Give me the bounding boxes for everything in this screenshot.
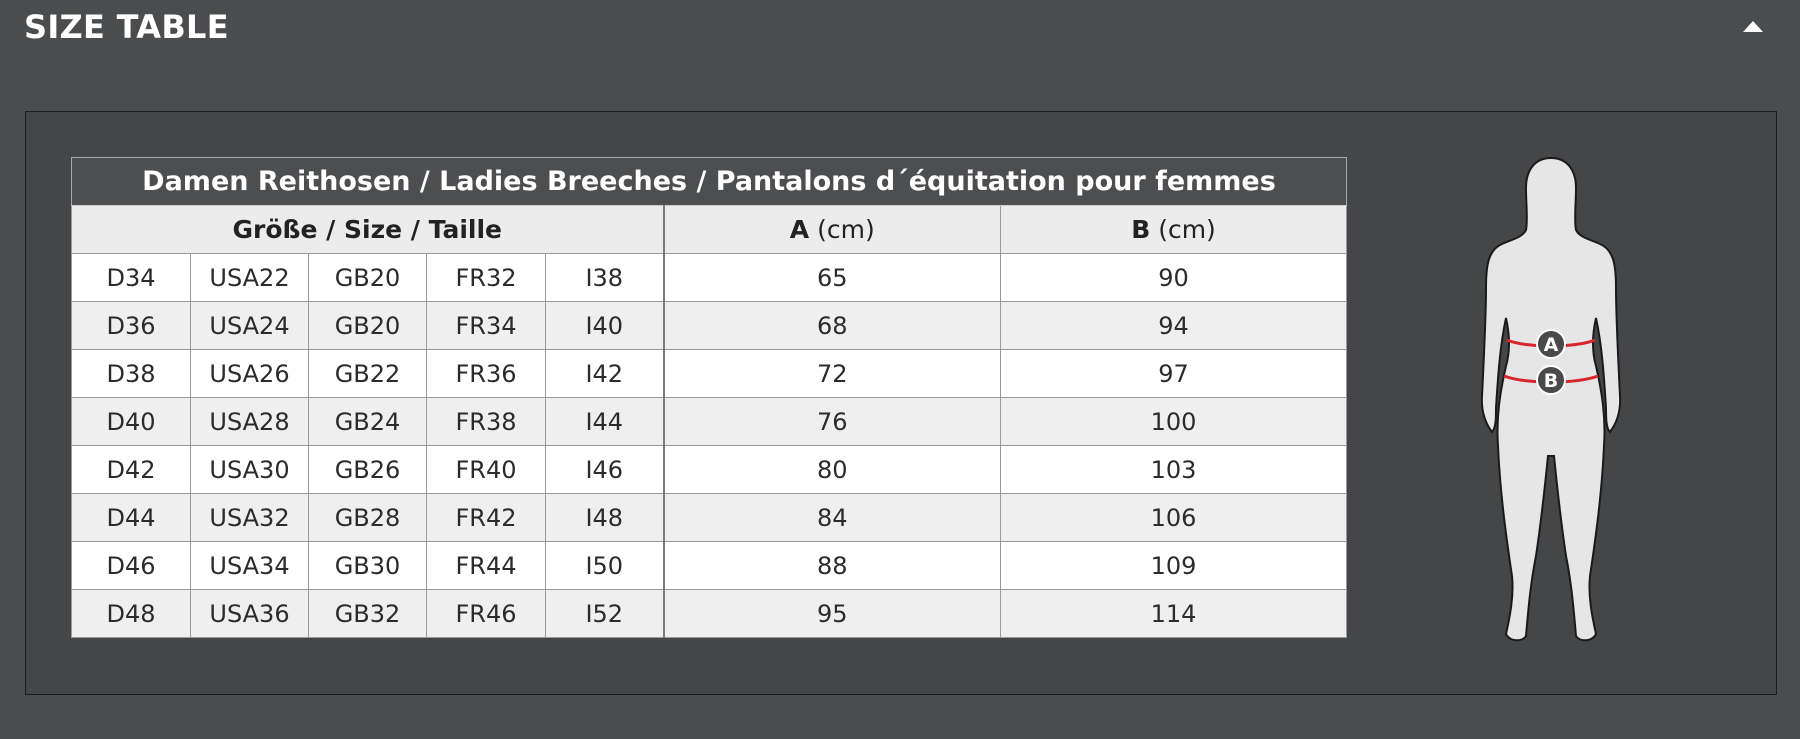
cell-fr-size: FR46 xyxy=(427,590,546,638)
cell-a-cm: 76 xyxy=(664,398,1001,446)
cell-b-cm: 97 xyxy=(1001,350,1347,398)
cell-b-cm: 114 xyxy=(1001,590,1347,638)
cell-usa-size: USA24 xyxy=(191,302,309,350)
cell-fr-size: FR38 xyxy=(427,398,546,446)
cell-gb-size: GB30 xyxy=(309,542,427,590)
cell-a-cm: 68 xyxy=(664,302,1001,350)
cell-i-size: I52 xyxy=(546,590,664,638)
cell-usa-size: USA26 xyxy=(191,350,309,398)
silhouette-illustration xyxy=(1466,156,1636,654)
cell-b-cm: 100 xyxy=(1001,398,1347,446)
cell-usa-size: USA30 xyxy=(191,446,309,494)
marker-a-label: A xyxy=(1543,334,1559,356)
b-header-letter: B xyxy=(1131,215,1151,244)
marker-b xyxy=(1537,366,1565,394)
a-column-header xyxy=(664,206,1001,254)
cell-fr-size: FR36 xyxy=(427,350,546,398)
size-column-header xyxy=(72,206,664,254)
cell-gb-size: GB20 xyxy=(309,254,427,302)
cell-i-size: I38 xyxy=(546,254,664,302)
table-header-row xyxy=(72,206,1347,254)
cell-a-cm: 95 xyxy=(664,590,1001,638)
cell-a-cm: 84 xyxy=(664,494,1001,542)
cell-d-size: D44 xyxy=(72,494,191,542)
b-column-header xyxy=(1001,206,1347,254)
size-table xyxy=(71,157,1347,638)
cell-d-size: D36 xyxy=(72,302,191,350)
marker-b-label: B xyxy=(1543,370,1559,392)
table-row xyxy=(72,446,1347,494)
table-row xyxy=(72,590,1347,638)
cell-i-size: I40 xyxy=(546,302,664,350)
b-header-unit: (cm) xyxy=(1150,215,1216,244)
size-header-label: Größe / Size / Taille xyxy=(232,215,502,244)
cell-i-size: I44 xyxy=(546,398,664,446)
cell-i-size: I42 xyxy=(546,350,664,398)
table-caption: Damen Reithosen / Ladies Breeches / Pantalons d´équitation pour femmes xyxy=(72,158,1347,206)
table-row xyxy=(72,350,1347,398)
cell-fr-size: FR42 xyxy=(427,494,546,542)
cell-gb-size: GB28 xyxy=(309,494,427,542)
cell-gb-size: GB24 xyxy=(309,398,427,446)
cell-b-cm: 103 xyxy=(1001,446,1347,494)
a-header-letter: A xyxy=(789,215,810,244)
cell-a-cm: 65 xyxy=(664,254,1001,302)
cell-d-size: D42 xyxy=(72,446,191,494)
cell-fr-size: FR40 xyxy=(427,446,546,494)
cell-gb-size: GB32 xyxy=(309,590,427,638)
cell-a-cm: 88 xyxy=(664,542,1001,590)
cell-b-cm: 90 xyxy=(1001,254,1347,302)
cell-a-cm: 80 xyxy=(664,446,1001,494)
table-row xyxy=(72,398,1347,446)
cell-usa-size: USA34 xyxy=(191,542,309,590)
cell-usa-size: USA22 xyxy=(191,254,309,302)
cell-usa-size: USA28 xyxy=(191,398,309,446)
table-body xyxy=(72,254,1347,638)
marker-a xyxy=(1537,330,1565,358)
cell-usa-size: USA32 xyxy=(191,494,309,542)
cell-i-size: I48 xyxy=(546,494,664,542)
cell-b-cm: 94 xyxy=(1001,302,1347,350)
cell-a-cm: 72 xyxy=(664,350,1001,398)
cell-d-size: D48 xyxy=(72,590,191,638)
cell-d-size: D38 xyxy=(72,350,191,398)
caret-up-icon xyxy=(1736,10,1770,40)
cell-gb-size: GB26 xyxy=(309,446,427,494)
cell-b-cm: 109 xyxy=(1001,542,1347,590)
cell-i-size: I50 xyxy=(546,542,664,590)
table-row xyxy=(72,254,1347,302)
cell-i-size: I46 xyxy=(546,446,664,494)
cell-d-size: D40 xyxy=(72,398,191,446)
section-title: SIZE TABLE xyxy=(24,8,229,46)
table-row xyxy=(72,542,1347,590)
cell-b-cm: 106 xyxy=(1001,494,1347,542)
table-row xyxy=(72,494,1347,542)
collapse-button[interactable] xyxy=(1736,10,1770,40)
cell-gb-size: GB22 xyxy=(309,350,427,398)
section-header[interactable] xyxy=(0,0,1800,60)
a-header-unit: (cm) xyxy=(809,215,875,244)
table-row xyxy=(72,302,1347,350)
cell-fr-size: FR32 xyxy=(427,254,546,302)
cell-d-size: D34 xyxy=(72,254,191,302)
table-caption-row xyxy=(72,158,1347,206)
cell-fr-size: FR44 xyxy=(427,542,546,590)
cell-fr-size: FR34 xyxy=(427,302,546,350)
cell-d-size: D46 xyxy=(72,542,191,590)
body-measurement-figure xyxy=(1466,156,1636,654)
cell-usa-size: USA36 xyxy=(191,590,309,638)
cell-gb-size: GB20 xyxy=(309,302,427,350)
